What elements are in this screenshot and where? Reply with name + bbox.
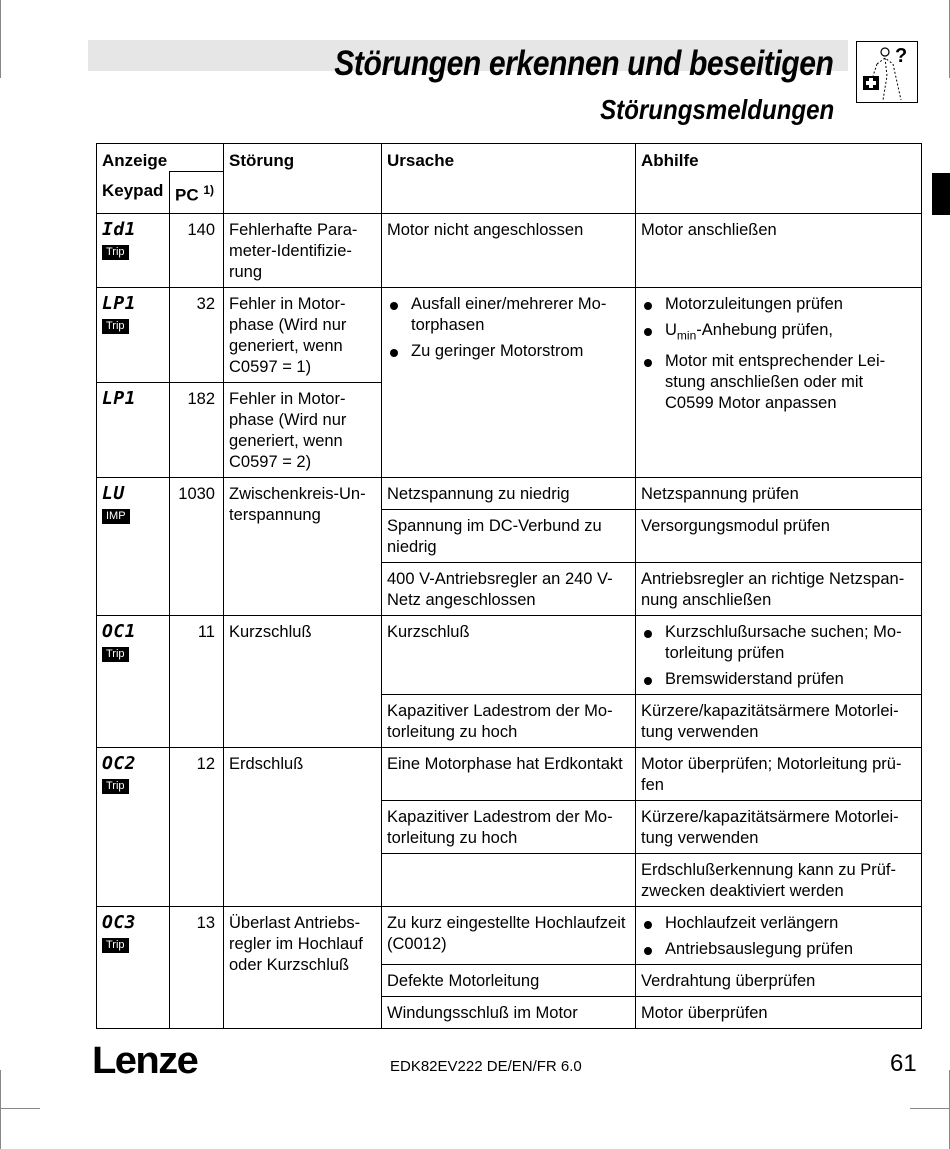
fault-code: LP1: [102, 388, 137, 409]
status-badge: Trip: [102, 779, 129, 794]
header-ursache: Ursache: [382, 144, 636, 214]
header-abhilfe: Abhilfe: [636, 144, 922, 214]
fault-table: [96, 143, 922, 1029]
table-row: [97, 616, 922, 695]
ursache-cell: Zu kurz eingestellte Hochlaufzeit (C0012): [382, 907, 636, 965]
table-row: [97, 288, 922, 383]
list-item: Hochlaufzeit verlängern: [641, 913, 916, 934]
keypad-cell: [97, 616, 170, 748]
fault-code: Id1: [102, 219, 137, 240]
fault-code: OC3: [102, 912, 137, 933]
pc-code: 182: [170, 383, 224, 478]
pc-code: 140: [170, 214, 224, 288]
list-item: Antriebsauslegung prüfen: [641, 939, 916, 960]
document-id: EDK82EV222 DE/EN/FR 6.0: [390, 1058, 582, 1075]
pc-code: 13: [170, 907, 224, 1029]
ursache-cell: Windungsschluß im Motor: [382, 997, 636, 1029]
pc-code: 12: [170, 748, 224, 907]
list-item: Ausfall einer/mehrerer Mo-torphasen: [387, 294, 630, 336]
ursache-cell: Spannung im DC-Verbund zu niedrig: [382, 510, 636, 563]
status-badge: Trip: [102, 245, 129, 260]
list-item: Bremswiderstand prüfen: [641, 669, 916, 690]
ursache-cell: Eine Motorphase hat Erdkontakt: [382, 748, 636, 801]
list-item: Zu geringer Motorstrom: [387, 341, 630, 362]
header-anzeige: Anzeige: [97, 144, 224, 172]
fault-code: LP1: [102, 293, 137, 314]
abhilfe-cell: Kürzere/kapazitätsärmere Motorlei-tung verwenden: [636, 801, 922, 854]
fault-code: OC1: [102, 621, 137, 642]
abhilfe-cell: Motor überprüfen; Motorleitung prü-fen: [636, 748, 922, 801]
fault-code: LU: [102, 483, 125, 504]
abhilfe-cell: [636, 907, 922, 965]
page-subtitle: Störungsmeldungen: [599, 94, 834, 125]
abhilfe-cell: Netzspannung prüfen: [636, 478, 922, 510]
page-number: 61: [890, 1050, 917, 1077]
svg-text:?: ?: [895, 45, 908, 67]
abhilfe-cell: Erdschlußerkennung kann zu Prüf-zwecken deaktiviert werden: [636, 854, 922, 907]
stoerung-cell: Überlast Antriebs-regler im Hochlauf oder Kurzschluß: [224, 907, 382, 1029]
pc-code: 1030: [170, 478, 224, 616]
keypad-cell: [97, 288, 170, 383]
table-header-row: [97, 144, 922, 172]
list-item: $U_{min}$-Anhebung prüfen,: [641, 320, 916, 346]
ursache-cell: [382, 288, 636, 478]
chapter-tab: [932, 173, 950, 215]
abhilfe-cell: [636, 616, 922, 695]
ursache-cell: Netzspannung zu niedrig: [382, 478, 636, 510]
fault-code: OC2: [102, 753, 137, 774]
list-item: Motorzuleitungen prüfen: [641, 294, 916, 315]
ursache-cell: Kurzschluß: [382, 616, 636, 695]
abhilfe-cell: Verdrahtung überprüfen: [636, 965, 922, 997]
abhilfe-cell: [636, 288, 922, 478]
ursache-cell: [382, 854, 636, 907]
ursache-cell: Motor nicht angeschlossen: [382, 214, 636, 288]
abhilfe-cell: Motor überprüfen: [636, 997, 922, 1029]
ursache-cell: Kapazitiver Ladestrom der Mo-torleitung zu hoch: [382, 695, 636, 748]
keypad-cell: [97, 478, 170, 616]
troubleshooting-question-icon: [856, 41, 918, 103]
lenze-logo: Lenze: [92, 1040, 198, 1082]
stoerung-cell: Fehlerhafte Para-meter-Identifizie-rung: [224, 214, 382, 288]
ursache-cell: 400 V-Antriebsregler an 240 V-Netz angeschlossen: [382, 563, 636, 616]
abhilfe-cell: Motor anschließen: [636, 214, 922, 288]
list-item: Motor mit entsprechender Lei-stung anschließen oder mit C0599 Motor anpassen: [641, 351, 916, 414]
abhilfe-cell: Kürzere/kapazitätsärmere Motorlei-tung verwenden: [636, 695, 922, 748]
table-row: [97, 478, 922, 510]
header-stoerung: Störung: [224, 144, 382, 214]
stoerung-cell: Kurzschluß: [224, 616, 382, 748]
ursache-cell: Kapazitiver Ladestrom der Mo-torleitung zu hoch: [382, 801, 636, 854]
stoerung-cell: Erdschluß: [224, 748, 382, 907]
header-pc: PC $^{1)}$: [170, 172, 224, 214]
pc-code: 32: [170, 288, 224, 383]
stoerung-cell: Fehler in Motor-phase (Wird nur generiert, wenn C0597 = 2): [224, 383, 382, 478]
stoerung-cell: Fehler in Motor-phase (Wird nur generiert, wenn C0597 = 1): [224, 288, 382, 383]
table-row: [97, 748, 922, 801]
abhilfe-cell: Versorgungsmodul prüfen: [636, 510, 922, 563]
table-row: [97, 214, 922, 288]
page-title: Störungen erkennen und beseitigen: [334, 44, 834, 83]
keypad-cell: [97, 907, 170, 1029]
status-badge: Trip: [102, 647, 129, 662]
keypad-cell: [97, 214, 170, 288]
status-badge: IMP: [102, 509, 130, 524]
header-keypad: Keypad: [97, 172, 170, 214]
keypad-cell: [97, 748, 170, 907]
abhilfe-cell: Antriebsregler an richtige Netzspan-nung anschließen: [636, 563, 922, 616]
stoerung-cell: Zwischenkreis-Un-terspannung: [224, 478, 382, 616]
list-item: Kurzschlußursache suchen; Mo-torleitung prüfen: [641, 622, 916, 664]
status-badge: Trip: [102, 938, 129, 953]
table-row: [97, 907, 922, 965]
ursache-cell: Defekte Motorleitung: [382, 965, 636, 997]
pc-code: 11: [170, 616, 224, 748]
keypad-cell: [97, 383, 170, 478]
status-badge: Trip: [102, 319, 129, 334]
